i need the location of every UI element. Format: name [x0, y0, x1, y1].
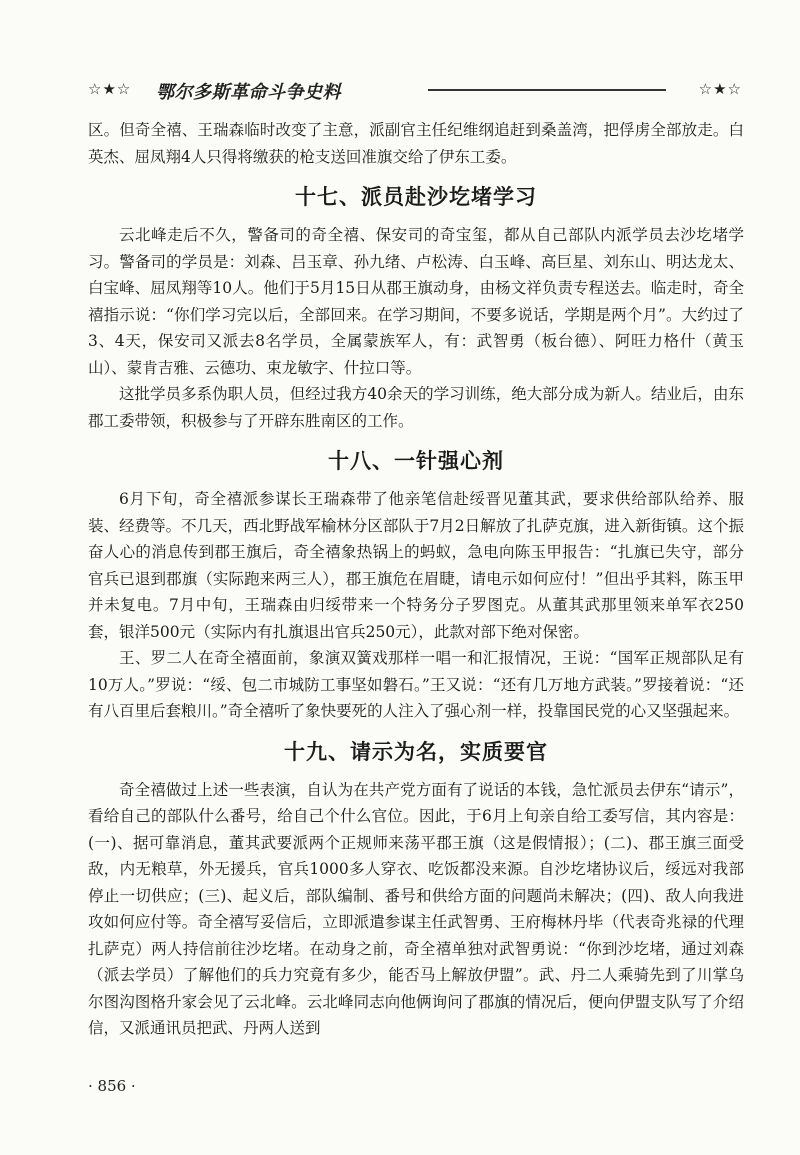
paragraph: 这批学员多系伪职人员，但经过我方40余天的学习训练，绝大部分成为新人。结业后，由东郡工委带领，积极参与了开辟东胜南区的工作。: [88, 385, 744, 430]
body-text: [88, 117, 744, 1042]
paragraph: 区。但奇全禧、王瑞森临时改变了主意，派副官主任纪维纲追赶到桑盖湾，把俘虏全部放走。白英杰、屈凤翔4人只得将缴获的枪支送回准旗交给了伊东工委。: [88, 121, 744, 166]
page-number: · 856 ·: [88, 1077, 136, 1095]
section-heading: 十七、派员赴沙圪堵学习: [295, 184, 537, 209]
book-title: 鄂尔多斯革命斗争史料: [156, 82, 341, 103]
section-heading: 十九、请示为名，实质要官: [284, 738, 548, 764]
header-rule: [428, 89, 666, 91]
paragraph: 王、罗二人在奇全禧面前，象演双簧戏那样一唱一和汇报情况，王说：“国军正规部队足有10万人。”罗说：“绥、包二市城防工事坚如磐石。”王又说：“还有几万地方武装。”罗接着说：“还有八百里后套粮川。”奇全禧听了象快要死的人注入了强心剂一样，投靠国民党的心又坚强起来。: [88, 649, 744, 720]
right-stars-ornament: ☆★☆: [698, 80, 742, 98]
paragraph: 云北峰走后不久，警备司的奇全禧、保安司的奇宝玺，都从自己部队内派学员去沙圪堵学习。警备司的学员是：刘森、吕玉章、孙九绪、卢松涛、白玉峰、高巨星、刘东山、明达龙太、白宝峰、屈凤翔等10人。他们于5月15日从郡王旗动身，由杨文祥负责专程送去。临走时，奇全禧指示说：“你们学习完以后，全部回来。在学习期间，不要多说话，学期是两个月”。大约过了3、4天，保安司又派去8名学员，全属蒙族军人，有：武智勇（板台德）、阿旺力格什（黄玉山）、蒙肯吉雅、云德功、束龙敏字、什拉口等。: [88, 226, 744, 377]
left-stars-ornament: ☆★☆: [88, 80, 132, 98]
paragraph: 奇全禧做过上述一些表演，自认为在共产党方面有了说话的本钱，急忙派员去伊东“请示”，看给自己的部队什么番号，给自己个什么官位。因此，于6月上旬亲自给工委写信，其内容是：(一)、据可靠消息，董其武要派两个正规师来荡平郡王旗（这是假情报）；(二)、郡王旗三面受敌，内无粮草，外无援兵，官兵1000多人穿衣、吃饭都没来源。自沙圪堵协议后，绥远对我部停止一切供应；(三)、起义后，部队编制、番号和供给方面的问题尚未解决；(四)、敌人向我进攻如何应付等。奇全禧写妥信后，立即派遣参谋主任武智勇、王府梅林丹毕（代表奇兆禄的代理扎萨克）两人持信前往沙圪堵。在动身之前，奇全禧单独对武智勇说：“你到沙圪堵，通过刘森（派去学员）了解他们的兵力究竟有多少，能否马上解放伊盟”。武、丹二人乘骑先到了川掌乌尔图沟图格升家会见了云北峰。云北峰同志向他俩询问了郡旗的情况后，便向伊盟支队写了介绍信，又派通讯员把武、丹两人送到: [88, 780, 744, 1037]
running-header: [88, 78, 742, 108]
section-heading: 十八、一针强心剂: [328, 448, 504, 473]
paragraph: 6月下旬，奇全禧派参谋长王瑞森带了他亲笔信赴绥晋见董其武，要求供给部队给养、服装、经费等。不几天，西北野战军榆林分区部队于7月2日解放了扎萨克旗，进入新街镇。这个振奋人心的消息传到郡王旗后，奇全禧象热锅上的蚂蚁，急电向陈玉甲报告：“扎旗已失守，部分官兵已退到郡旗（实际跑来两三人），郡王旗危在眉睫，请电示如何应付！”但出乎其料，陈玉甲并未复电。7月中旬，王瑞森由归绥带来一个特务分子罗图克。从董其武那里领来单军衣250套，银洋500元（实际内有扎旗退出官兵250元），此款对部下绝对保密。: [88, 490, 744, 641]
